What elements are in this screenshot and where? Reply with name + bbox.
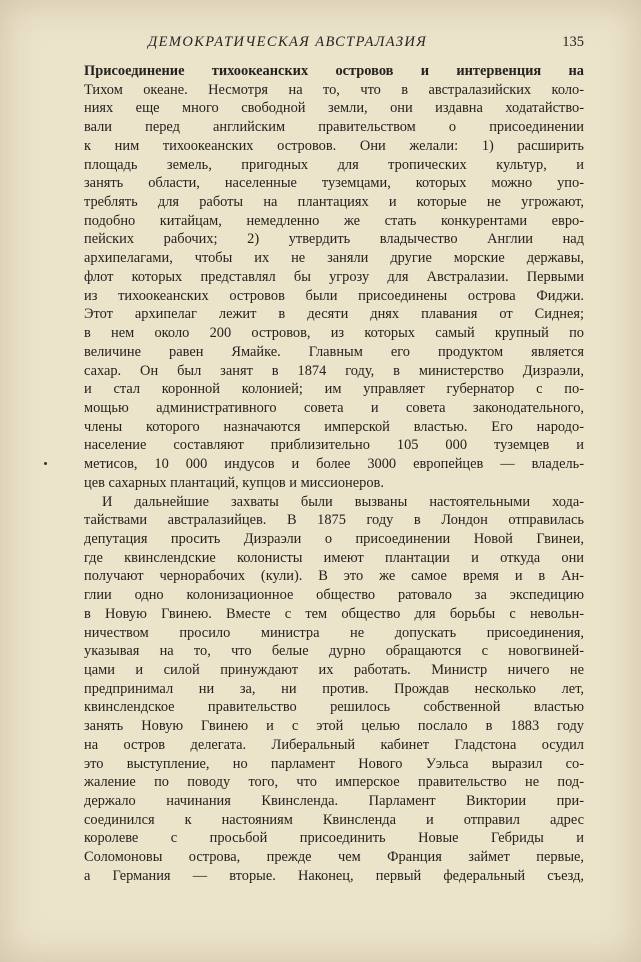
text-line: пейских рабочих; 2) утвердить владычество Англии над bbox=[84, 231, 584, 248]
text-line: на остров делегата. Либеральный кабинет Гладстона осудил bbox=[84, 736, 584, 753]
text-line: указывая на то, что белые дурно обращаются с новогвиней- bbox=[84, 643, 584, 660]
text-line: ничеством просило министра не допускать присоединения, bbox=[84, 624, 584, 641]
text-line: где квинслендские колонисты имеют плантации и откуда они bbox=[84, 549, 584, 566]
text-line: депутация просить Дизраэли о присоединении Новой Гвинеи, bbox=[84, 530, 584, 547]
text-line: королеве с просьбой присоединить Новые Гебриды и bbox=[84, 830, 584, 847]
text-line: глии одно колонизационное общество ратовало за экспедицию bbox=[84, 587, 584, 604]
text-line: квинслендское правительство решилось собственной властью bbox=[84, 699, 584, 716]
margin-mark bbox=[44, 462, 47, 465]
text-line: вали перед английским правительством о присоединении bbox=[84, 119, 584, 136]
text-line: предпринимал ни за, ни против. Прождав несколько лет, bbox=[84, 680, 584, 697]
text-line: ниях еще много свободной земли, они издавна ходатайство- bbox=[84, 100, 584, 117]
text-line: мощью административного совета и совета законодательного, bbox=[84, 399, 584, 416]
text-line: треблять для работы на плантациях и которые не угрожают, bbox=[84, 194, 584, 211]
text-line: в нем около 200 островов, из которых самый крупный по bbox=[84, 325, 584, 342]
text-line: занять области, населенные туземцами, которых можно упо- bbox=[84, 175, 584, 192]
text-line: из тихоокеанских островов были присоединены острова Фиджи. bbox=[84, 287, 584, 304]
text-line bbox=[84, 62, 584, 81]
text-line: в Новую Гвинею. Вместе с тем общество для борьбы с невольн- bbox=[84, 605, 584, 622]
page-header bbox=[84, 34, 584, 54]
text-line: Соломоновы острова, прежде чем Франция займет первые, bbox=[84, 849, 584, 866]
text-line: держало начинания Квинсленда. Парламент Виктории при- bbox=[84, 793, 584, 810]
text-line: к ним тихоокеанских островов. Они желали: 1) расширить bbox=[84, 137, 584, 154]
text-line: население составляют приблизительно 105 000 туземцев и bbox=[84, 437, 584, 454]
text-line: метисов, 10 000 индусов и более 3000 европейцев — владель- bbox=[84, 456, 584, 473]
text-line: цами и силой принуждают их работать. Министр ничего не bbox=[84, 662, 584, 678]
text-line: величине равен Ямайке. Главным его продуктом является bbox=[84, 343, 584, 360]
text-line: флот которых представлял бы угрозу для Австралазии. Первыми bbox=[84, 268, 584, 285]
text-line: цев сахарных плантаций, купцов и миссионеров. bbox=[84, 474, 384, 491]
text-line: это выступление, но парламент Нового Уэльса выразил со- bbox=[84, 755, 584, 772]
text-line: подобно китайцам, немедленно же стать конкурентами евро- bbox=[84, 212, 584, 229]
text-line: занять Новую Гвинею и с этой целью послало в 1883 году bbox=[84, 718, 584, 735]
text-line: и стал коронной колонией; им управляет губернатор с по- bbox=[84, 381, 584, 398]
text-line: соединился к настояниям Квинсленда и отправил адрес bbox=[84, 811, 584, 828]
text-line: получают чернорабочих (кули). В это же самое время и в Ан- bbox=[84, 568, 584, 585]
text-line: жаление по поводу того, что имперское правительство не под- bbox=[84, 774, 584, 791]
text-line: сахар. Он был занят в 1874 году, в министерство Дизраэли, bbox=[84, 362, 584, 379]
text-line: площадь земель, пригодных для тропических культур, и bbox=[84, 156, 584, 173]
page-body bbox=[84, 62, 584, 886]
text-line: И дальнейшие захваты были вызваны настоятельными хода- bbox=[102, 493, 584, 510]
text-line: Тихом океане. Несмотря на то, что в австралазийских коло- bbox=[84, 81, 584, 98]
page-number: 135 bbox=[562, 34, 584, 50]
text-line: архипелагами, чтобы их не заняли другие морские державы, bbox=[84, 250, 584, 267]
text-line: тайствами австралазийцев. В 1875 году в Лондон отправилась bbox=[84, 512, 584, 529]
text-line: а Германия — вторые. Наконец, первый федеральный съезд, bbox=[84, 867, 584, 884]
running-title: ДЕМОКРАТИЧЕСКАЯ АВСТРАЛАЗИЯ bbox=[148, 34, 428, 50]
section-heading: Присоединение тихоокеанских островов и интервенция на bbox=[84, 63, 584, 79]
text-line: Этот архипелаг лежит в десяти днях плавания от Сиднея; bbox=[84, 306, 584, 323]
text-line: члены которого назначаются имперской властью. Его народо- bbox=[84, 418, 584, 435]
